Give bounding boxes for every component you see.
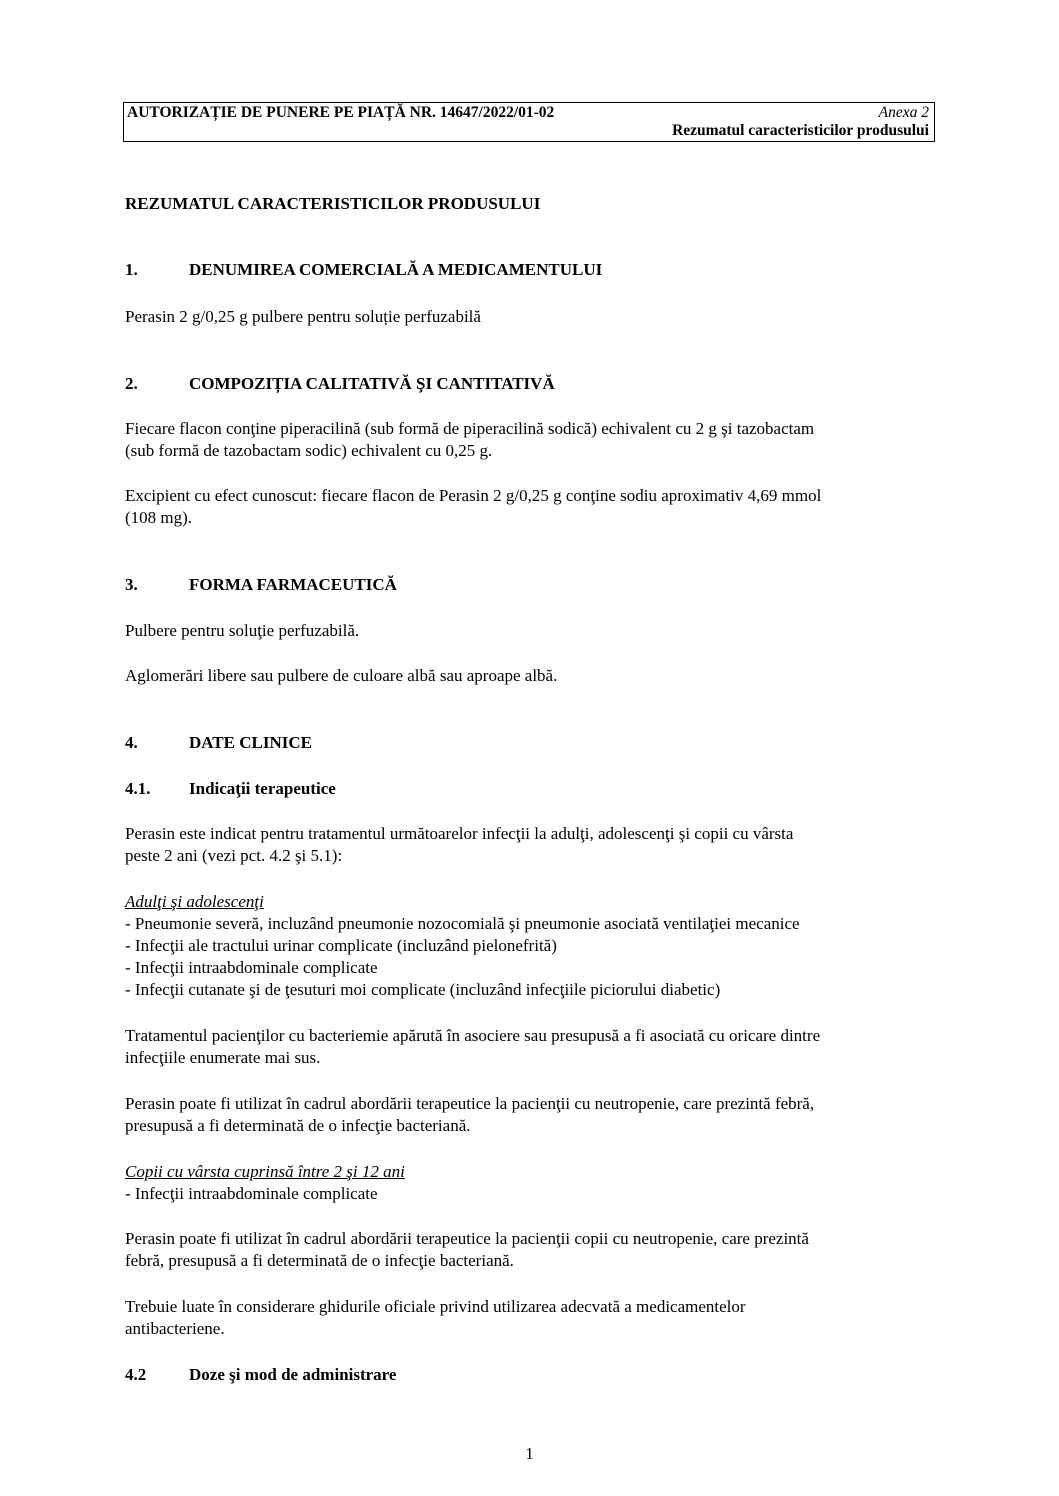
paragraph-line: Trebuie luate în considerare ghidurile oficiale privind utilizarea adecvată a medicamentelor bbox=[125, 1297, 746, 1316]
paragraph-line: antibacteriene. bbox=[125, 1319, 225, 1338]
paragraph: Aglomerări libere sau pulbere de culoare albă sau aproape albă. bbox=[125, 666, 558, 685]
paragraph-line: presupusă a fi determinată de o infecţie bacteriană. bbox=[125, 1116, 471, 1135]
paragraph-line: infecţiile enumerate mai sus. bbox=[125, 1048, 321, 1067]
section-number: 4.2 bbox=[125, 1365, 147, 1384]
section-2-heading bbox=[125, 373, 555, 395]
header-subtitle: Rezumatul caracteristicilor produsului bbox=[672, 122, 929, 139]
section-number: 2. bbox=[125, 374, 138, 393]
paragraph-line: (sub formă de tazobactam sodic) echivalent cu 0,25 g. bbox=[125, 441, 493, 460]
paragraph-line: Perasin este indicat pentru tratamentul următoarelor infecţii la adulţi, adolescenţi şi copii cu vârsta bbox=[125, 824, 794, 843]
authorization-number: AUTORIZAȚIE DE PUNERE PE PIAȚĂ NR. 14647/2022/01-02 bbox=[127, 104, 555, 121]
header-box bbox=[123, 102, 935, 142]
section-title: Indicaţii terapeutice bbox=[189, 779, 336, 798]
section-1-heading bbox=[125, 259, 602, 281]
annex-label: Anexa 2 bbox=[878, 104, 929, 121]
subheading-children: Copii cu vârsta cuprinsă între 2 şi 12 ani bbox=[125, 1162, 405, 1181]
paragraph-line: febră, presupusă a fi determinată de o infecţie bacteriană. bbox=[125, 1251, 514, 1270]
paragraph-line: Fiecare flacon conţine piperacilină (sub formă de piperacilină sodică) echivalent cu 2 g şi tazobactam bbox=[125, 419, 815, 438]
paragraph-line: Excipient cu efect cunoscut: fiecare flacon de Perasin 2 g/0,25 g conţine sodiu aproximativ 4,69 mmol bbox=[125, 486, 822, 505]
section-title: COMPOZIȚIA CALITATIVĂ ŞI CANTITATIVĂ bbox=[189, 374, 555, 393]
section-4-2-heading bbox=[125, 1364, 396, 1386]
page-number: 1 bbox=[525, 1444, 534, 1463]
paragraph-line: Tratamentul pacienţilor cu bacteriemie apărută în asociere sau presupusă a fi asociată cu oricare dintre bbox=[125, 1026, 821, 1045]
section-number: 1. bbox=[125, 260, 138, 279]
subheading-adults: Adulţi şi adolescenţi bbox=[125, 892, 264, 911]
section-number: 4. bbox=[125, 733, 138, 752]
paragraph: Pulbere pentru soluţie perfuzabilă. bbox=[125, 621, 360, 640]
list-item: - Infecţii intraabdominale complicate bbox=[125, 958, 378, 977]
paragraph: Perasin 2 g/0,25 g pulbere pentru soluție perfuzabilă bbox=[125, 307, 481, 326]
paragraph-line: Perasin poate fi utilizat în cadrul abordării terapeutice la pacienţii cu neutropenie, care prezintă febră, bbox=[125, 1094, 815, 1113]
paragraph-line: peste 2 ani (vezi pct. 4.2 şi 5.1): bbox=[125, 846, 343, 865]
section-4-heading bbox=[125, 732, 312, 754]
section-title: Doze şi mod de administrare bbox=[189, 1365, 397, 1384]
list-item: - Pneumonie severă, incluzând pneumonie nozocomială şi pneumonie asociată ventilaţiei mecanice bbox=[125, 914, 800, 933]
paragraph-line: Perasin poate fi utilizat în cadrul abordării terapeutice la pacienţii copii cu neutropenie, care prezintă bbox=[125, 1229, 809, 1248]
document-title: REZUMATUL CARACTERISTICILOR PRODUSULUI bbox=[125, 194, 541, 213]
section-number: 3. bbox=[125, 575, 138, 594]
list-item: - Infecţii cutanate şi de ţesuturi moi complicate (incluzând infecţiile piciorului diabetic) bbox=[125, 980, 721, 999]
list-item: - Infecţii ale tractului urinar complicate (incluzând pielonefrită) bbox=[125, 936, 557, 955]
section-title: FORMA FARMACEUTICĂ bbox=[189, 575, 397, 594]
section-number: 4.1. bbox=[125, 779, 151, 798]
list-item: - Infecţii intraabdominale complicate bbox=[125, 1184, 378, 1203]
paragraph-line: (108 mg). bbox=[125, 508, 193, 527]
section-3-heading bbox=[125, 574, 397, 596]
section-title: DENUMIREA COMERCIALĂ A MEDICAMENTULUI bbox=[189, 260, 603, 279]
section-title: DATE CLINICE bbox=[189, 733, 312, 752]
section-4-1-heading bbox=[125, 778, 336, 800]
